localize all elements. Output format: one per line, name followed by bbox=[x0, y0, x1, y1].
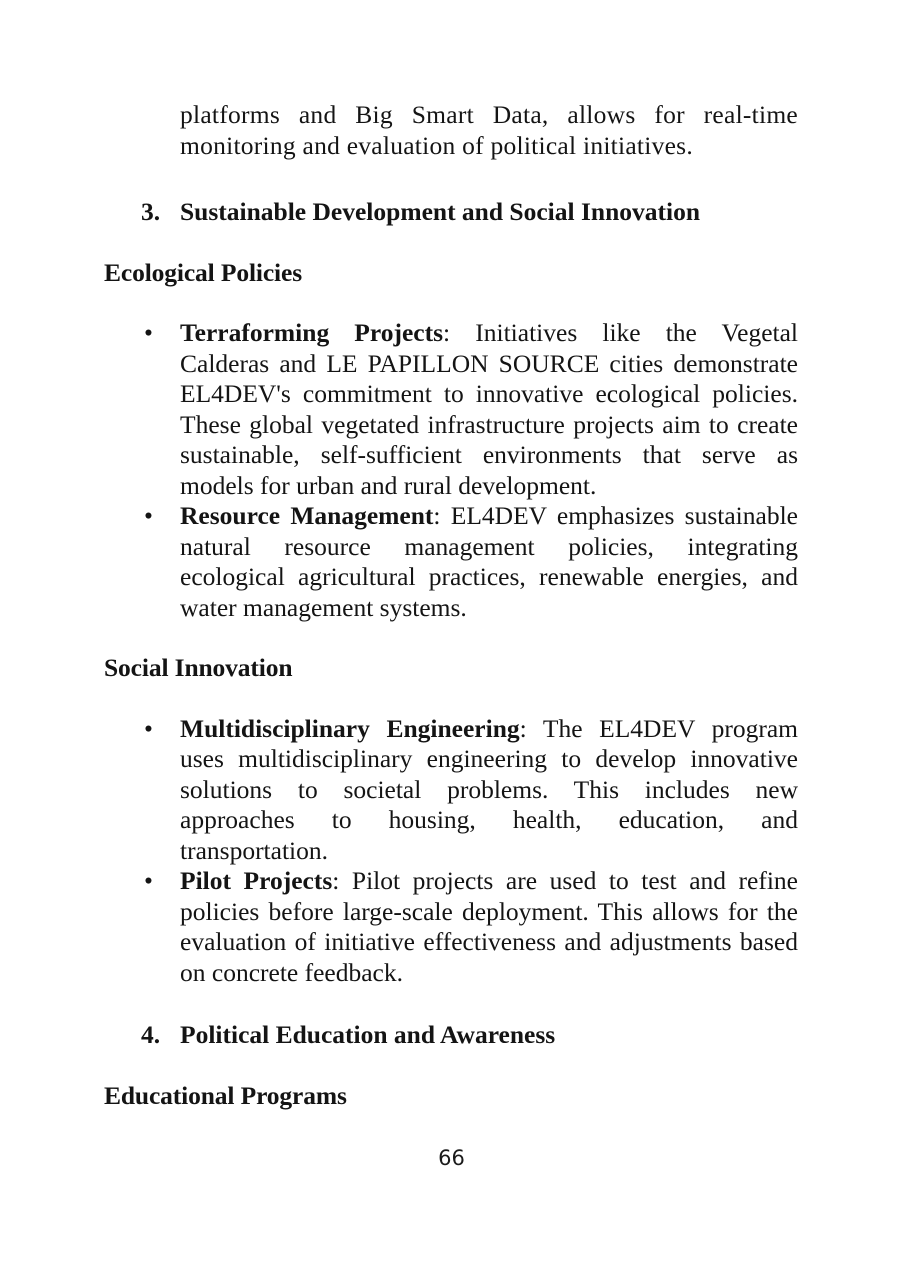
social-innovation-list bbox=[104, 714, 798, 989]
list-item-body: EL4DEV emphasizes sustainable natural resource management policies, integrating ecological agricultural practices, renewable energies, and water management systems. bbox=[180, 501, 798, 622]
list-item bbox=[104, 714, 798, 867]
list-item-body: Pilot projects are used to test and refine policies before large-scale deployment. This allows for the evaluation of initiative effectiveness and adjustments based on concrete feedback. bbox=[180, 866, 799, 987]
continued-paragraph: platforms and Big Smart Data, allows for real-time monitoring and evaluation of political initiatives. bbox=[180, 100, 798, 160]
spacer bbox=[104, 288, 798, 318]
spacer bbox=[104, 988, 798, 1020]
page-content bbox=[104, 100, 798, 1111]
list-item-lead: Terraforming Projects bbox=[180, 318, 444, 347]
subheading-social-innovation: Social Innovation bbox=[104, 653, 293, 682]
list-item-body: Initiatives like the Vegetal Calderas and LE PAPILLON SOURCE cities demonstrate EL4DEV's commitment to innovative ecological policies. These global vegetated infrastructure projects aim to create sustainable, self-sufficient environments that serve as models for urban and rural development. bbox=[180, 318, 798, 500]
list-item-lead: Multidisciplinary Engineering bbox=[180, 713, 520, 743]
subheading-ecological-policies: Ecological Policies bbox=[104, 257, 302, 287]
bullet-icon: • bbox=[144, 501, 153, 530]
list-item bbox=[104, 866, 798, 988]
spacer bbox=[104, 623, 798, 653]
section-title-4: Political Education and Awareness bbox=[180, 1020, 556, 1049]
list-item-separator: : bbox=[433, 501, 451, 530]
bullet-icon: • bbox=[144, 713, 153, 743]
spacer bbox=[104, 1051, 798, 1081]
spacer bbox=[104, 684, 798, 714]
section-title-3: Sustainable Development and Social Innovation bbox=[180, 197, 701, 226]
section-number-4: 4. bbox=[141, 1020, 161, 1049]
list-item-separator: : bbox=[519, 713, 543, 743]
bullet-icon: • bbox=[144, 318, 153, 347]
list-item bbox=[104, 318, 798, 501]
section-number-3: 3. bbox=[141, 197, 161, 226]
list-item-separator: : bbox=[332, 866, 352, 895]
list-item-separator: : bbox=[443, 318, 476, 347]
list-item-lead: Resource Management bbox=[180, 501, 434, 530]
section-heading-4 bbox=[104, 1020, 798, 1051]
page-number: 66 bbox=[438, 1146, 465, 1170]
spacer bbox=[104, 228, 798, 258]
ecological-policies-list bbox=[104, 318, 798, 623]
list-item-body: The EL4DEV program uses multidisciplinary engineering to develop innovative solutions to societal problems. This includes new approaches to housing, health, education, and transportation. bbox=[180, 713, 798, 865]
spacer bbox=[104, 161, 798, 197]
list-item bbox=[104, 501, 798, 623]
subheading-educational-programs: Educational Programs bbox=[104, 1080, 347, 1110]
bullet-icon: • bbox=[144, 866, 153, 895]
list-item-lead: Pilot Projects bbox=[180, 866, 333, 895]
section-heading-3 bbox=[104, 197, 798, 228]
